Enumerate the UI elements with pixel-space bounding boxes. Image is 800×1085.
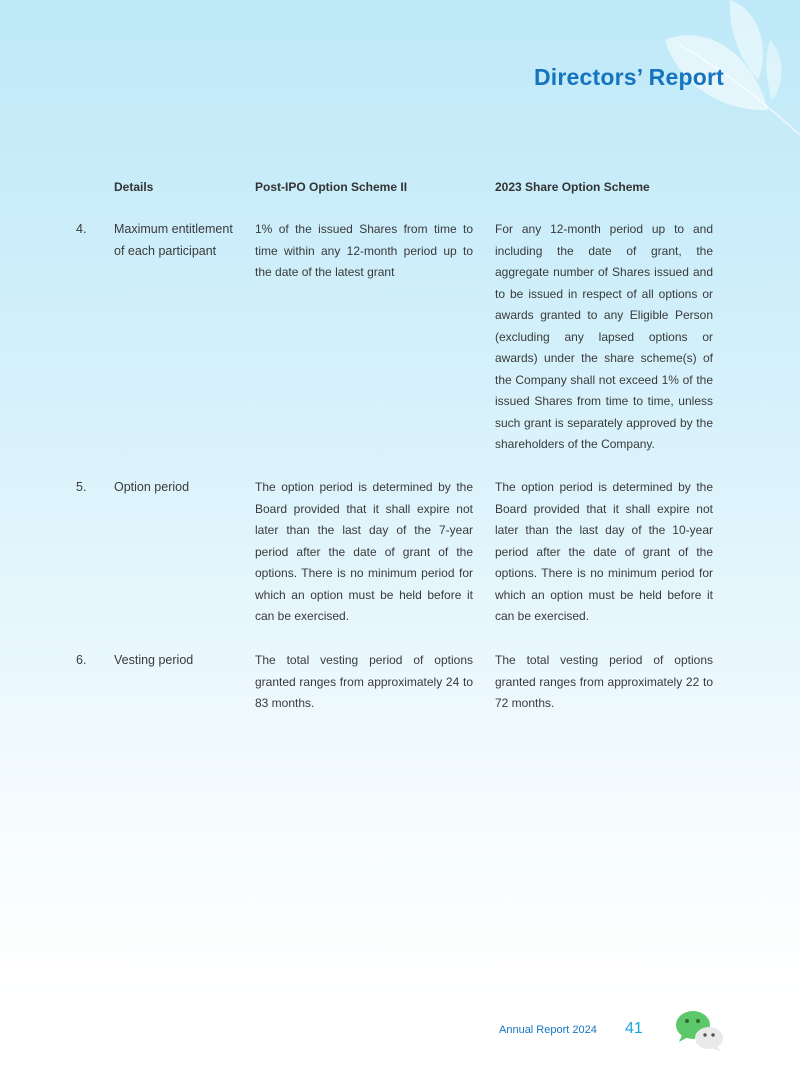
footer-report-label: Annual Report 2024 [499, 1024, 597, 1036]
row-number: 4. [76, 222, 87, 236]
row-number: 6. [76, 653, 87, 667]
wechat-logo-icon [674, 1008, 726, 1054]
scheme-2023-cell: For any 12-month period up to and including the date of grant, the aggregate number of Shares issued and to be issued in respect of all options or awards granted to any Eligible Person (excluding any lapsed options or awards) under the share scheme(s) of the Company shall not exceed 1% of the issued Shares from time to time, unless such grant is separately approved by the shareholders of the Company. [495, 222, 713, 451]
page-title: Directors’ Report [533, 64, 724, 90]
column-header-2023-scheme: 2023 Share Option Scheme [495, 180, 650, 194]
scheme-2023-cell: The total vesting period of options granted ranges from approximately 22 to 72 months. [495, 653, 713, 710]
row-number: 5. [76, 480, 87, 494]
row-label: Vesting period [114, 653, 194, 667]
column-header-post-ipo: Post-IPO Option Scheme II [255, 180, 408, 194]
post-ipo-cell: The total vesting period of options granted ranges from approximately 24 to 83 months. [255, 653, 473, 710]
post-ipo-cell: 1% of the issued Shares from time to time within any 12-month period up to the date of the latest grant [255, 222, 473, 279]
scheme-2023-cell: The option period is determined by the Board provided that it shall expire not later than the last day of the 10-year period after the date of grant of the options. There is no minimum period for which an option must be held before it can be exercised. [495, 480, 713, 623]
row-label: Option period [114, 480, 190, 494]
row-label: Maximum entitlement of each participant [114, 222, 233, 258]
post-ipo-cell: The option period is determined by the Board provided that it shall expire not later than the last day of the 7-year period after the date of grant of the options. There is no minimum period for which an option must be held before it can be exercised. [255, 480, 473, 623]
page-number: 41 [625, 1020, 643, 1037]
column-header-details: Details [114, 180, 154, 194]
